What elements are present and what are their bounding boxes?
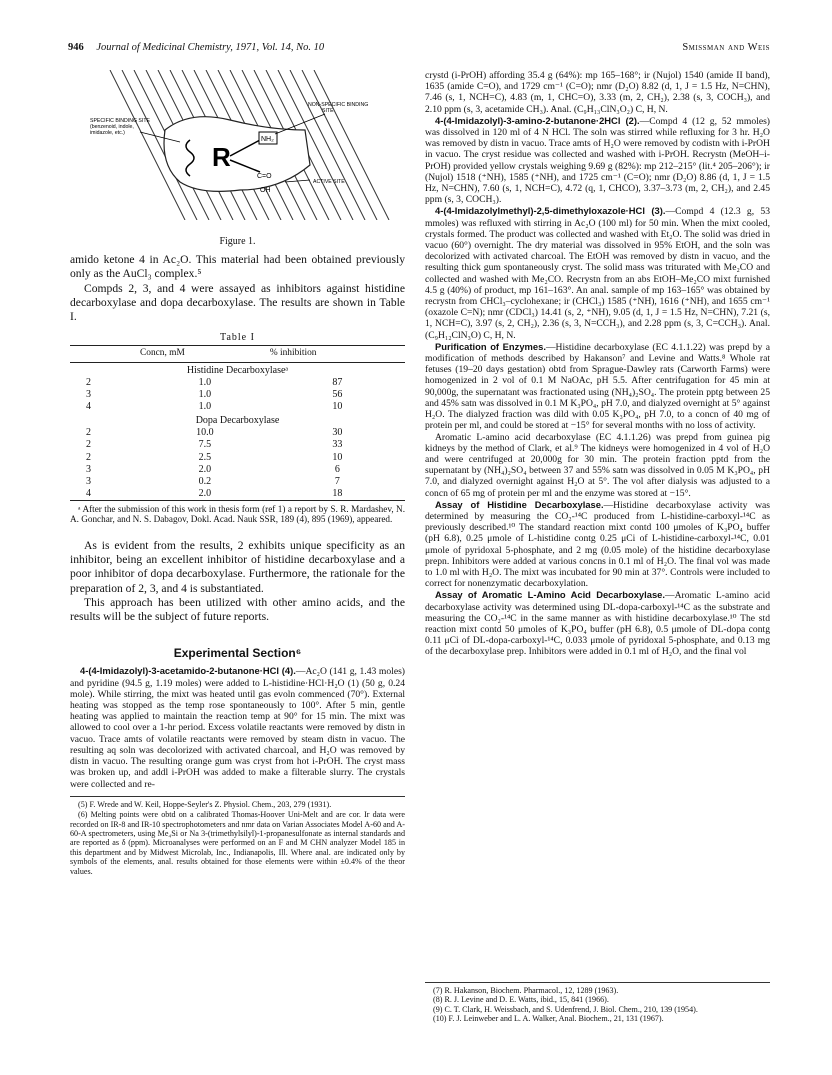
table-row: [70, 439, 405, 451]
paragraph: [425, 589, 770, 657]
paragraph: This approach has been utilized with other amino acids, and the results will be the subject of future reports.: [70, 595, 405, 624]
figure-caption: Figure 1.: [219, 236, 256, 247]
concentration-cell: 1.0: [198, 376, 212, 388]
concentration-cell: 1.0: [198, 389, 212, 401]
footnotes: [70, 796, 405, 876]
intro-text: [70, 253, 405, 324]
inhibition-cell: 33: [332, 439, 343, 451]
paragraph: [425, 70, 770, 115]
col-header-inhibition: % inhibition: [270, 346, 405, 362]
compound-title: 4-(4-Imidazolyl)-3-acetamido-2-butanone·HCl (4).: [80, 665, 296, 677]
paragraph: Compds 2, 3, and 4 were assayed as inhibitors against histidine decarboxylase and dopa decarboxylase. The results are shown in Table I.: [70, 281, 405, 324]
reference: (10) F. J. Leinweber and L. A. Walker, Anal. Biochem., 21, 131 (1967).: [433, 1014, 664, 1024]
paragraph: [425, 432, 770, 499]
concentration-cell: 0.2: [198, 475, 212, 487]
paragraph-text: —Ac₂O (141 g, 1.43 moles) and pyridine (94.5 g, 1.19 moles) were added to L-histidine·HCl·H₂O (1) (50 g, 0.24 mole). While stirring, the mixt was heated until gas evoln commenced (70°). External heating was stopped as the temp rose spontaneously to 100°. After 5 min, gentle heating was applied to maintain the reaction temp at 90° for 15 min. The mixt was allowed to cool over a 1-hr period. Excess volatile reactants were removed by distn in vacuo. Trace amts of volatile reactants were removed by steam distn in vacuo. The resulting aq soln was decolorized with activated charcoal, and H₂O was removed by distn in vacuo. The resulting orange gum was cryst from hot i-PrOH. The cryst mass was broken up, and addl i-PrOH was added to make a filterable slurry. The crystals were collected and re-: [70, 666, 405, 790]
compound-cell: 2: [86, 376, 91, 388]
paragraph-title: Assay of Aromatic L-Amino Acid Decarboxylase.: [435, 589, 665, 601]
inhibition-table: [70, 345, 405, 500]
inhibition-cell: 10: [332, 451, 343, 463]
footnote: (5) F. Wrede and W. Keil, Hoppe-Seyler's Z. Physiol. Chem., 203, 279 (1931).: [78, 799, 332, 809]
table-section-label: Dopa Decarboxylase: [195, 414, 280, 426]
figure-1: [70, 70, 405, 232]
running-authors: Smissman and Weis: [682, 42, 770, 53]
table-row: [70, 389, 405, 401]
paragraph-title: Assay of Histidine Decarboxylase.: [435, 498, 604, 510]
compound-cell: 2: [86, 439, 91, 451]
running-header: [68, 42, 770, 58]
compound-cell: 4: [70, 488, 140, 501]
compound-cell: 2: [86, 451, 91, 463]
paragraph-text: —Compd 4 (12 g, 52 mmoles) was dissolved in 120 ml of 4 N HCl. The soln was stirred while refluxing for 3 hr. H₂O was removed by distn in vacuo. Trace amts of H₂O were removed by codistn with i-PrOH in vacuo. The cryst residue was collected and washed with i-PrOH. Recrystn (MeOH–i-PrOH) provided yellow crystals weighing 9.69 g (82%): mp 212–215° (lit.⁴ 205–206°); ir (Nujol) 1518 (⁺NH), 1585 (⁺NH), and 1725 cm⁻¹ (C=O); nmr (D₂O) 8.86 (d, 1, J = 1.5 Hz, N=CHN), 7.60 (s, 1, NCH=C), 4.72 (q, 1, CHCO), 3.37–3.73 (m, 2, CH₂), and 2.45 ppm (s, 3, COCH₃).: [425, 115, 771, 206]
table-row: [70, 427, 405, 439]
table-row: [70, 488, 405, 501]
compound-cell: 3: [86, 475, 91, 487]
binding-site-diagram: [70, 70, 405, 230]
concentration-cell: 2.0: [198, 463, 212, 475]
inhibition-cell: 56: [332, 389, 343, 401]
paragraph: amido ketone 4 in Ac₂O. This material had been obtained previously only as the AuCl₃ complex.⁵: [70, 253, 405, 281]
paragraph-title: Purification of Enzymes.: [435, 340, 546, 352]
inhibition-cell: 6: [334, 463, 340, 475]
paragraph-text: —Aromatic L-amino acid decarboxylase activity was determined using DL-dopa-carboxyl-¹⁴C as the substrate and measuring the CO₂-¹⁴C in the same manner as with histidine decarboxylase.¹⁰ The std reaction mixt contd 50 μmoles of K₃PO₄ buffer (pH 6.8), 0.5 μmole of DL-dopa contg 0.11 μCi of DL-dopa-carboxyl-¹⁴C, 0.033 μmole of pyridoxal 5-phosphate, and 0.13 mg of the decarboxylase prep. Inhibitors were added in 0.1 ml of H₂O, and the final vol: [425, 590, 770, 658]
paragraph: [425, 115, 770, 206]
paragraph-title: 4-(4-Imidazolylmethyl)-2,5-dimethyloxazole·HCl (3).: [435, 205, 666, 217]
compound-cell: 3: [86, 389, 91, 401]
inhibition-cell: 87: [332, 376, 343, 388]
references: [425, 982, 770, 1024]
col-header-conc: Concn, mM: [140, 346, 270, 362]
paragraph: [425, 499, 770, 590]
paragraph-text: Aromatic L-amino acid decarboxylase (EC 4.1.1.26) was prepd from guinea pig kidneys by the method of Clark, et al.⁹ The kidneys were homogenized in 4 vol of H₂O and were centrifuged at 20,000g for 30 min. The protein fraction pptd from the supernatant by (NH₄)₂SO₄ between 37 and 55% satn was dissolved in 0.05 M K₃PO₄, pH 7.0, and dialyzed overnight against H₂O at 5°. The vol after dialysis was adjusted to a concn of 65 mg of protein per ml and the enzyme was stored at −15°.: [425, 431, 770, 499]
table-title: Table I: [220, 332, 255, 344]
compound-cell: 2: [86, 427, 91, 439]
table-row: [70, 463, 405, 475]
inhibition-cell: 7: [334, 475, 340, 487]
concentration-cell: 2.5: [198, 451, 212, 463]
table-row: [70, 451, 405, 463]
paragraph-text: —Compd 4 (12.3 g, 53 mmoles) was refluxed with stirring in Ac₂O (100 ml) for 50 min. When the mixt cooled, crystals formed. The product was collected and washed with Et₂O. The solid was dried in vacuo (60°) overnight. The dry material was dissolved in 95% EtOH, and the soln was decolorized with activated charcoal. The EtOH was removed by distn in vacuo, and the resulting thick gum spontaneously cryst. The solid mass was triturated with Me₂CO and collected and washed with Me₂CO. Recrystn from an abs EtOH–Me₂CO mixt furnished 4.5 g (40%) of product, mp 161–163°. An anal. sample of mp 163–165° was obtained by recrystn from CHCl₃–cyclohexane; ir (CHCl₃) 1585 (⁺NH), 1616 (⁺NH), and 1655 cm⁻¹ (oxazole C=N); nmr (CDCl₃) 14.41 (s, 2, ⁺NH), 9.05 (d, 1, J = 1.5 Hz, N=CHN), 7.21 (s, 1, NCH=C), 3.97 (s, 2, CH₂), 2.36 (s, 3, N=CCH₃), and 2.28 ppm (s, 3, C=CCH₃). Anal. (C₉H₁₂ClN₃O) C, H, N.: [425, 206, 770, 341]
reference: (9) C. T. Clark, H. Weissbach, and S. Udenfrend, J. Biol. Chem., 210, 139 (1954).: [433, 1004, 698, 1014]
active-site-label: ACTIVE SITE: [313, 179, 345, 185]
paragraph: [425, 341, 770, 432]
paragraph-text: —Histidine decarboxylase activity was determined by measuring the CO₂-¹⁴C produced from L-histidine-carboxyl-¹⁴C as previously described.¹⁰ The standard reaction mixt contd 100 μmoles of K₃PO₄ buffer (pH 6.8), 0.25 μmole of L-histidine contg 0.25 μCi of L-histidine-carboxyl-¹⁴C, 0.01 μmole of pyridoxal 5-phosphate, and 2 mg (0.05 mole) of the histidine decarboxylase prepn. Inhibitors were added at various concns in 0.1 ml of H₂O. The final vol was made to 1.0 ml with H₂O. The mixt was incubated for 90 min at 37°. Controls were included to correct for nonenzymatic decarboxylation.: [425, 499, 771, 590]
table-row: [70, 475, 405, 487]
right-column: [425, 70, 770, 658]
reference: (8) R. J. Levine and D. E. Watts, ibid., 15, 841 (1966).: [433, 995, 609, 1005]
inhibition-cell: 18: [270, 488, 405, 501]
specific-site-label: SPECIFIC BINDING SITE (benzenoid, indole, imidazole, etc.): [90, 118, 150, 136]
concentration-cell: 10.0: [196, 427, 214, 439]
nonspecific-site-label: NON-SPECIFIC BINDING SITE: [308, 102, 369, 114]
nh2-label: NH₂: [261, 136, 274, 143]
paragraph-text: crystd (i-PrOH) affording 35.4 g (64%): mp 165–168°; ir (Nujol) 1540 (amide II band), 1635 (amide C=O), and 1729 cm⁻¹ (C=O); nmr (D₂O) 8.82 (d, 1, J = 1.5 Hz, N=CHN), 7.46 (s, 1, NCH=C), 4.83 (m, 1, CHC=O), 3.33 (m, 2, CH₂), 2.38 (s, 3, COCH₃), and 2.10 ppm (s, 3, acetamide CH₃). Anal. (C₉H₁₃ClN₃O₂) C, H, N.: [425, 70, 770, 115]
concentration-cell: 7.5: [198, 439, 212, 451]
reference: (7) R. Hakanson, Biochem. Pharmacol., 12, 1289 (1963).: [433, 986, 619, 995]
section-heading: Experimental Section⁶: [173, 646, 302, 661]
compound-cell: 4: [86, 401, 91, 413]
inhibition-cell: 10: [332, 401, 343, 413]
hydroxyl-label: OH: [260, 187, 271, 194]
paragraph: [425, 205, 770, 340]
discussion-text: [70, 539, 405, 624]
paragraph: [70, 665, 405, 789]
concentration-cell: 1.0: [198, 401, 212, 413]
table-footnote: ᵃ After the submission of this work in thesis form (ref 1) a report by S. R. Mardashev, N. A. Gonchar, and N. S. Dabagov, Dokl. Acad. Nauk SSR, 189 (4), 895 (1969), appeared.: [70, 503, 405, 525]
inhibition-cell: 30: [332, 427, 343, 439]
compound-cell: 3: [86, 463, 91, 475]
table-row: [70, 401, 405, 413]
table-row: [70, 376, 405, 388]
concentration-cell: 2.0: [140, 488, 270, 501]
r-group-label: R: [212, 142, 231, 172]
journal-citation: Journal of Medicinal Chemistry, 1971, Vol. 14, No. 10: [96, 42, 325, 53]
footnote: (6) Melting points were obtd on a calibrated Thomas-Hoover Uni-Melt and are cor. Ir data were recorded on IR-8 and IR-10 spectrophotometers and nmr data on Varian Associates Model A-60 and A-60-A spectrometers, using Me₄Si or Na 3-(trimethylsilyl)-1-propanesulfonate as internal standards and are reported as δ (ppm). Microanalyses were performed on an F and M CHN analyzer Model 185 in this department and by Midwest Microlab, Inc., Indianapolis, Ill. Where anal. are indicated only by symbols of the elements, anal. results obtained for those elements were within ±0.4% of the theor values.: [70, 810, 405, 876]
paragraph-title: 4-(4-Imidazolyl)-3-amino-2-butanone·2HCl (2).: [435, 114, 640, 126]
table-section-label: Histidine Decarboxylaseᵃ: [186, 364, 289, 376]
paragraph-text: —Histidine decarboxylase (EC 4.1.1.22) was prepd by a modification of methods described by Hakanson⁷ and Levine and Watts.⁸ Whole rat fetuses (19–20 days gestation) obtd from Sprague-Dawley rats (Carworth Farms) were homogenized in 2 vol of 0.1 M NaOAc, pH 5.5. After centrifugation for 45 min at 90,000g, the supernatant was fractionated using (NH₄)₂SO₄. The protein pptg between 25 and 45% satn was dissolved in 0.1 M K₃PO₄, pH 7.0, and dialyzed overnight at 5° against H₂O. The dialyzed fraction was dild with 0.05 K₃PO₄, pH 7.0, to a concn of 40 mg of protein per ml, and could be stored at −15° for several months with no loss of activity.: [425, 341, 771, 432]
paragraph: As is evident from the results, 2 exhibits unique specificity as an inhibitor, being an excellent inhibitor of histidine decarboxylase and a poor inhibitor of dopa decarboxylase. Furthermore, the rationale for the preparation of 2, 3, and 4 is substantiated.: [70, 539, 405, 595]
experimental-text: [70, 665, 405, 789]
carbonyl-label: C=O: [257, 173, 272, 180]
left-column: [70, 70, 405, 877]
page-number: 946: [68, 42, 84, 53]
